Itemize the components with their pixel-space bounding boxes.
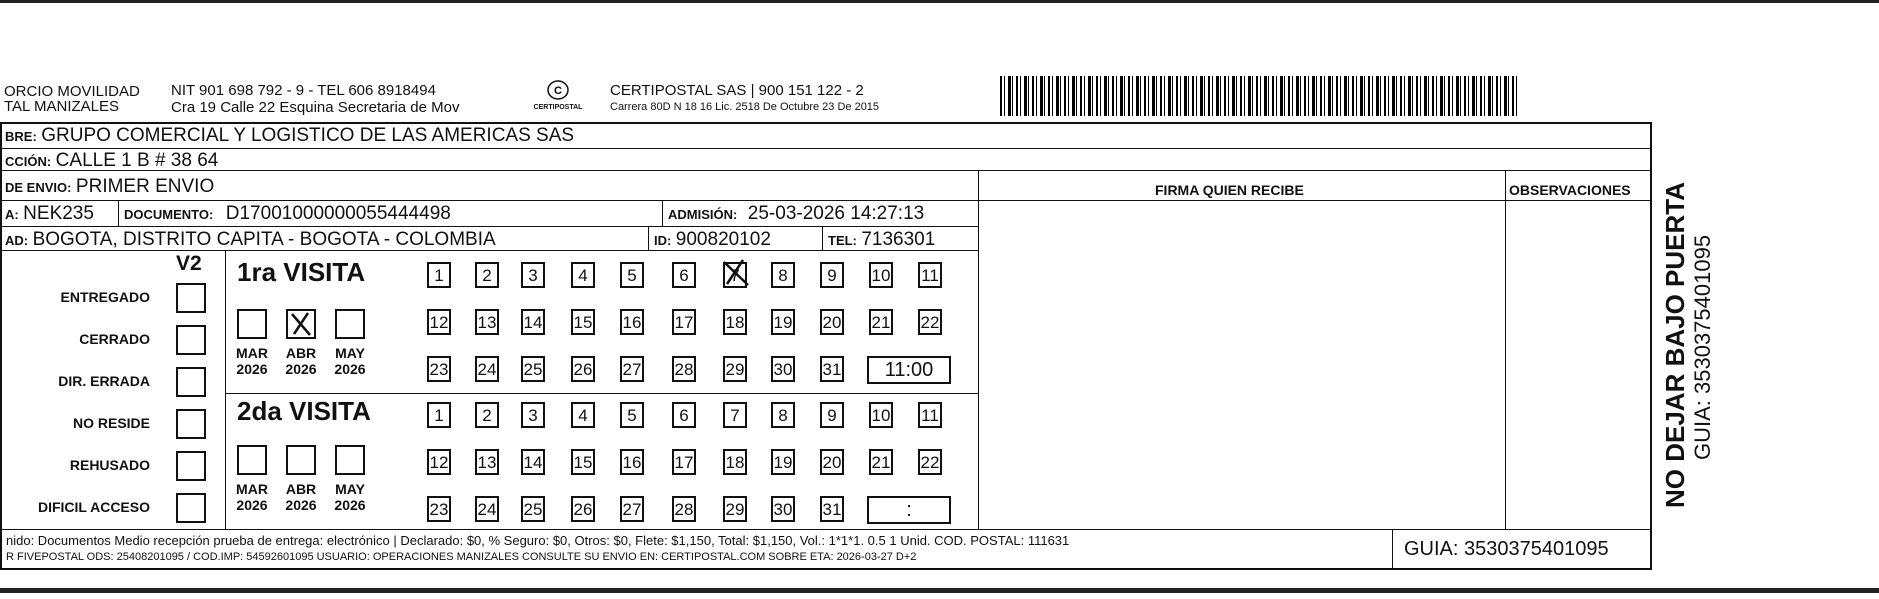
visit1-day-box[interactable]: 12: [427, 309, 451, 335]
visit2-title: 2da VISITA: [237, 396, 371, 426]
footer-line-1: nido: Documentos Medio recepción prueba de entrega: electrónico | Declarado: $0, % Seguro: $0, Otros: $0, Flete: $1,150, Total: $1,150, Vol.: 1*1*1. 0.5 1 Unid. COD. POSTAL: 111631: [6, 533, 1070, 548]
visit1-day-box[interactable]: 21: [869, 309, 893, 335]
observaciones-header: OBSERVACIONES: [1509, 182, 1631, 198]
visit1-day-box[interactable]: 6: [672, 262, 696, 288]
nombre-row: [5, 125, 574, 147]
visit2-month-label: [229, 481, 275, 513]
visit1-month-checkbox[interactable]: [335, 309, 365, 339]
visit2-day-box[interactable]: 16: [620, 449, 644, 475]
carrier-subline: Carrera 80D N 18 16 Lic. 2518 De Octubre 23 De 2015: [610, 101, 880, 113]
row-line: [0, 200, 1652, 201]
visit2-day-box[interactable]: 18: [723, 449, 747, 475]
tel-row: [828, 229, 935, 251]
status-checkbox[interactable]: [176, 493, 206, 523]
visit2-day-box[interactable]: 30: [771, 496, 795, 522]
direccion-row: [5, 150, 218, 172]
visit2-time-field[interactable]: :: [867, 496, 951, 524]
carrier-logo: [528, 78, 588, 111]
status-label: DIFICIL ACCESO: [37, 499, 150, 515]
visit1-day-box[interactable]: 1: [427, 262, 451, 288]
col-line: [662, 200, 663, 226]
visit1-day-box[interactable]: 3: [521, 262, 545, 288]
visit-divider: [225, 393, 978, 394]
visit1-day-box[interactable]: 14: [521, 309, 545, 335]
visit1-day-box[interactable]: 11: [918, 262, 942, 288]
tipo-envio-label: DE ENVIO:: [5, 180, 72, 195]
bottom-edge-line: [0, 588, 1879, 593]
visit2-day-box[interactable]: 11: [918, 402, 942, 428]
col-line: [978, 170, 979, 529]
address-line: Cra 19 Calle 22 Esquina Secretaria de Mov: [171, 99, 460, 116]
svg-text:C: C: [554, 85, 562, 97]
visit2-day-box[interactable]: 1: [427, 402, 451, 428]
tipo-envio-row: [5, 176, 214, 198]
visit2-day-box[interactable]: 26: [571, 496, 595, 522]
visit2-day-box[interactable]: 24: [475, 496, 499, 522]
side-guia: GUIA: 3530375401095: [1690, 234, 1715, 460]
month-name: ABR: [285, 345, 317, 361]
visit2-day-box[interactable]: 14: [521, 449, 545, 475]
visit2-day-box[interactable]: 2: [475, 402, 499, 428]
visit2-month-label: [327, 481, 373, 513]
month-name: MAR: [236, 345, 268, 361]
ciudad-value: BOGOTA, DISTRITO CAPITA - BOGOTA - COLOMBIA: [32, 229, 496, 250]
company-line-2: TAL MANIZALES: [4, 98, 120, 115]
nit-line: NIT 901 698 792 - 9 - TEL 606 8918494: [171, 82, 436, 99]
visit2-day-box[interactable]: 22: [918, 449, 942, 475]
documento-label: DOCUMENTO:: [124, 207, 214, 222]
month-name: ABR: [285, 481, 317, 497]
col-line: [118, 200, 119, 226]
visit2-month-label: [278, 481, 324, 513]
placa-label: A:: [5, 207, 19, 222]
visit2-month-checkbox[interactable]: [237, 445, 267, 475]
admision-value: 25-03-2026 14:27:13: [747, 203, 925, 224]
visit2-day-box[interactable]: 6: [672, 402, 696, 428]
visit1-day-box[interactable]: 25: [521, 356, 545, 382]
admision-label: ADMISIÓN:: [668, 207, 738, 222]
row-line: [0, 170, 1652, 171]
id-value: 900820102: [675, 229, 771, 250]
status-label: NO RESIDE: [72, 415, 150, 431]
visit2-day-box[interactable]: 29: [723, 496, 747, 522]
tel-label: TEL:: [828, 233, 857, 248]
visit1-day-box[interactable]: 4: [571, 262, 595, 288]
row-line: [0, 148, 1652, 149]
visit2-day-box[interactable]: 31: [820, 496, 844, 522]
visit1-day-box[interactable]: 31: [820, 356, 844, 382]
month-year: 2026: [334, 497, 366, 513]
visit2-day-box[interactable]: 23: [427, 496, 451, 522]
visit2-day-box[interactable]: 10: [869, 402, 893, 428]
nombre-value: GRUPO COMERCIAL Y LOGISTICO DE LAS AMERICAS SAS: [41, 125, 575, 146]
month-year: 2026: [285, 497, 317, 513]
nombre-label: BRE:: [5, 129, 37, 144]
col-line: [1392, 529, 1393, 570]
row-line: [0, 529, 1652, 530]
visit2-month-checkbox[interactable]: [286, 445, 316, 475]
month-name: MAY: [335, 345, 365, 361]
visit2-day-box[interactable]: 20: [820, 449, 844, 475]
visit2-day-box[interactable]: 28: [672, 496, 696, 522]
col-line: [648, 226, 649, 250]
visit1-day-box[interactable]: 26: [571, 356, 595, 382]
row-line: [0, 226, 978, 227]
visit2-day-box[interactable]: 13: [475, 449, 499, 475]
visit2-day-box[interactable]: 27: [620, 496, 644, 522]
version-label: V2: [176, 252, 202, 275]
visit2-day-box[interactable]: 5: [620, 402, 644, 428]
footer-line-2: R FIVEPOSTAL ODS: 25408201095 / COD.IMP: 54592601095 USUARIO: OPERACIONES MANIZALES CONSULTE SU ENVIO EN: CERTIPOSTAL.COM SOBRE ETA: 2026-03-27 D+2: [6, 551, 917, 563]
direccion-label: CCIÓN:: [5, 154, 52, 169]
visit1-month-checkbox[interactable]: [237, 309, 267, 339]
visit2-day-box[interactable]: 9: [820, 402, 844, 428]
status-checkbox[interactable]: [176, 283, 206, 313]
ciudad-row: [5, 229, 496, 251]
visit1-day-box[interactable]: 8: [771, 262, 795, 288]
month-name: MAY: [335, 481, 365, 497]
barcode: [1000, 76, 1520, 116]
visit1-day-box[interactable]: 15: [571, 309, 595, 335]
status-label: REHUSADO: [69, 457, 150, 473]
visit1-day-box[interactable]: 22: [918, 309, 942, 335]
visit1-day-box[interactable]: 27: [620, 356, 644, 382]
visit1-month-label: [327, 345, 373, 377]
id-row: [654, 229, 771, 251]
month-year: 2026: [236, 497, 268, 513]
visit1-day-box[interactable]: 28: [672, 356, 696, 382]
visit2-day-box[interactable]: 8: [771, 402, 795, 428]
visit1-day-box[interactable]: 20: [820, 309, 844, 335]
admision-row: [668, 203, 924, 225]
tipo-envio-value: PRIMER ENVIO: [75, 176, 215, 197]
carrier-line: CERTIPOSTAL SAS | 900 151 122 - 2: [610, 82, 864, 99]
firma-header: FIRMA QUIEN RECIBE: [1155, 182, 1304, 198]
visit1-day-box[interactable]: 9: [820, 262, 844, 288]
ciudad-label: AD:: [5, 233, 29, 248]
visit1-time-field[interactable]: 11:00: [867, 356, 951, 384]
status-checkbox[interactable]: [176, 325, 206, 355]
visit1-month-checkbox[interactable]: [286, 309, 316, 339]
documento-value: D17001000000055444498: [225, 203, 451, 224]
visit2-day-box[interactable]: 19: [771, 449, 795, 475]
visit2-day-box[interactable]: 17: [672, 449, 696, 475]
status-checkbox[interactable]: [176, 409, 206, 439]
placa-row: [5, 203, 94, 225]
col-line: [225, 250, 226, 529]
visit1-day-box[interactable]: 23: [427, 356, 451, 382]
placa-value: NEK235: [23, 203, 94, 224]
visit1-day-box[interactable]: 7: [723, 262, 747, 288]
documento-row: [124, 203, 451, 225]
logo-icon: [538, 78, 578, 102]
visit2-day-box[interactable]: 21: [869, 449, 893, 475]
month-year: 2026: [285, 361, 317, 377]
status-checkbox[interactable]: [176, 367, 206, 397]
month-year: 2026: [236, 361, 268, 377]
visit1-day-box[interactable]: 29: [723, 356, 747, 382]
check-mark-icon: [288, 311, 314, 337]
visit1-day-box[interactable]: 16: [620, 309, 644, 335]
col-line: [1505, 170, 1506, 529]
visit2-day-box[interactable]: 3: [521, 402, 545, 428]
visit1-day-box[interactable]: 24: [475, 356, 499, 382]
visit1-day-box[interactable]: 30: [771, 356, 795, 382]
status-checkbox[interactable]: [176, 451, 206, 481]
month-year: 2026: [334, 361, 366, 377]
month-name: MAR: [236, 481, 268, 497]
visit1-title: 1ra VISITA: [237, 257, 366, 287]
status-label: DIR. ERRADA: [58, 373, 150, 389]
visit2-day-box[interactable]: 15: [571, 449, 595, 475]
direccion-value: CALLE 1 B # 38 64: [55, 150, 219, 171]
visit2-month-checkbox[interactable]: [335, 445, 365, 475]
side-warning: NO DEJAR BAJO PUERTA: [1660, 181, 1690, 508]
visit1-day-box[interactable]: 18: [723, 309, 747, 335]
top-edge-line: [0, 0, 1879, 3]
footer-guia: GUIA: 3530375401095: [1404, 538, 1609, 560]
tel-value: 7136301: [861, 229, 936, 250]
strike-mark-icon: [721, 258, 751, 288]
visit1-day-box[interactable]: 10: [869, 262, 893, 288]
id-label: ID:: [654, 233, 672, 248]
col-line: [822, 226, 823, 250]
visit1-day-box[interactable]: 13: [475, 309, 499, 335]
visit2-day-box[interactable]: 4: [571, 402, 595, 428]
visit2-day-box[interactable]: 7: [723, 402, 747, 428]
visit1-month-label: [278, 345, 324, 377]
visit2-day-box[interactable]: 25: [521, 496, 545, 522]
visit2-day-box[interactable]: 12: [427, 449, 451, 475]
status-label: ENTREGADO: [60, 289, 150, 305]
logo-text: CERTIPOSTAL: [533, 104, 583, 111]
visit1-day-box[interactable]: 2: [475, 262, 499, 288]
visit1-day-box[interactable]: 17: [672, 309, 696, 335]
company-line-1: ORCIO MOVILIDAD: [4, 83, 140, 100]
visit1-day-box[interactable]: 5: [620, 262, 644, 288]
visit1-month-label: [229, 345, 275, 377]
visit1-day-box[interactable]: 19: [771, 309, 795, 335]
status-label: CERRADO: [79, 331, 150, 347]
